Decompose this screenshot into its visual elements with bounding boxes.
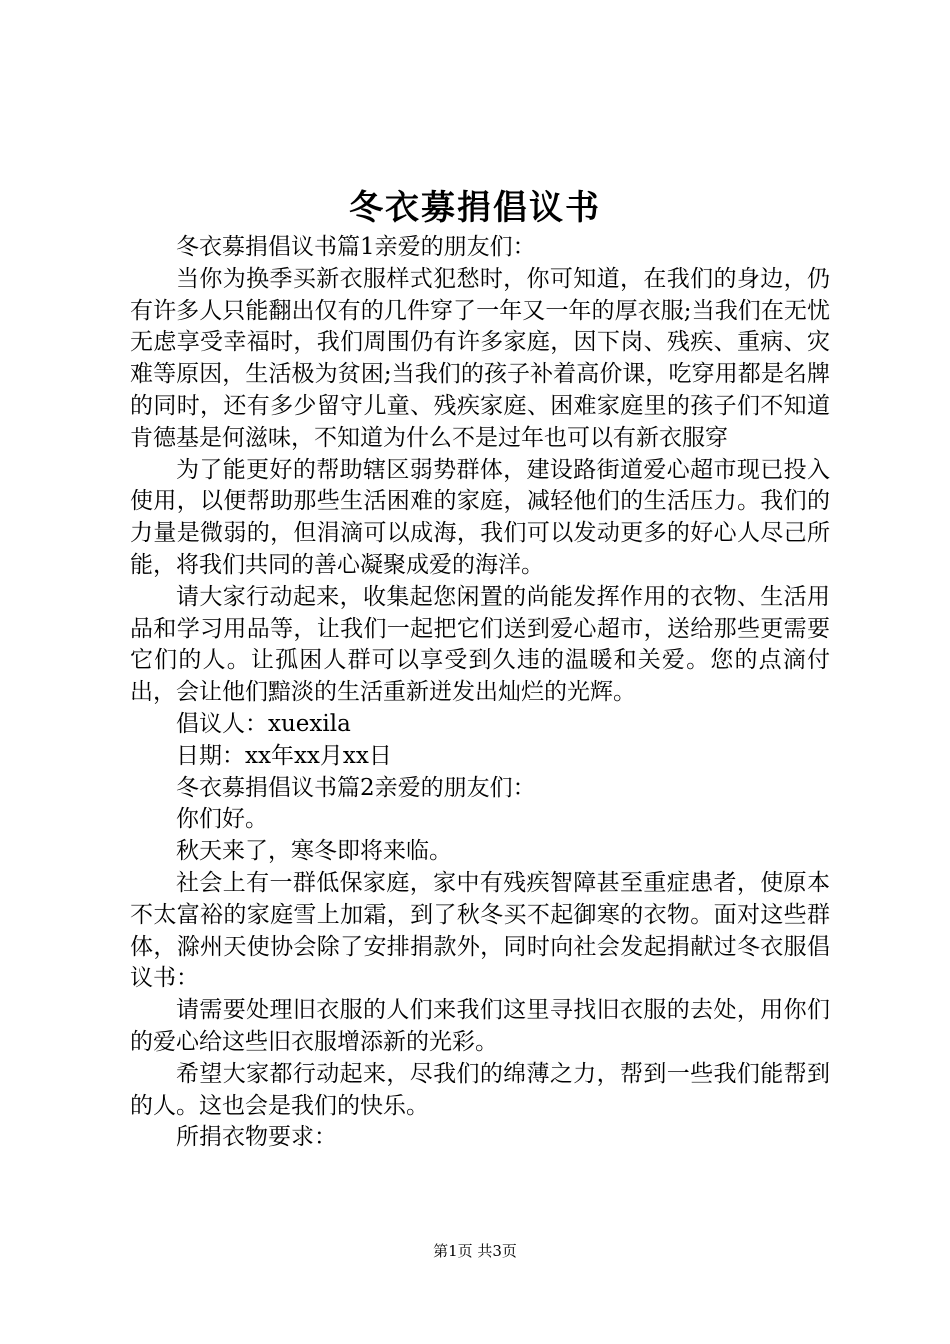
page-footer: 第1页 共3页 [433,1242,517,1260]
paragraph: 所捐衣物要求： [176,1124,337,1151]
paragraph: 倡议人：xuexila [176,710,351,737]
paragraph: 希望大家都行动起来，尽我们的绵薄之力，帮到一些我们能帮到的人。这也会是我们的快乐。 [130,1060,830,1119]
paragraph: 请需要处理旧衣服的人们来我们这里寻找旧衣服的去处，用你们的爱心给这些旧衣服增添新的光彩。 [130,997,830,1055]
paragraph: 请大家行动起来，收集起您闲置的尚能发挥作用的衣物、生活用品和学习用品等，让我们一起把它们送到爱心超市，送给那些更需要它们的人。让孤困人群可以享受到久违的温暖和关爱。您的点滴付出，会让他们黯淡的生活重新迸发出灿烂的光辉。 [130,583,830,706]
paragraph: 日期：xx年xx月xx日 [176,742,392,769]
paragraph: 冬衣募捐倡议书篇2亲爱的朋友们： [176,774,536,801]
document-title: 冬衣募捐倡议书 [349,188,601,228]
paragraph: 当你为换季买新衣服样式犯愁时，你可知道，在我们的身边，仍有许多人只能翻出仅有的几件穿了一年又一年的厚衣服;当我们在无忧无虑享受幸福时，我们周围仍有许多家庭，因下岗、残疾、重病、灾难等原因，生活极为贫困;当我们的孩子补着高价课，吃穿用都是名牌的同时，还有多少留守儿童、残疾家庭、困难家庭里的孩子们不知道肯德基是何滋味，不知道为什么不是过年也可以有新衣服穿 [130,265,830,451]
paragraph: 为了能更好的帮助辖区弱势群体，建设路街道爱心超市现已投入使用，以便帮助那些生活困难的家庭，减轻他们的生活压力。我们的力量是微弱的，但涓滴可以成海，我们可以发动更多的好心人尽己所能，将我们共同的善心凝聚成爱的海洋。 [130,456,830,578]
paragraph: 你们好。 [176,806,268,833]
paragraph: 社会上有一群低保家庭，家中有残疾智障甚至重症患者，使原本不太富裕的家庭雪上加霜，到了秋冬买不起御寒的衣物。面对这些群体，滁州天使协会除了安排捐款外，同时向社会发起捐献过冬衣服倡议书： [130,869,830,992]
document-body [130,232,830,1154]
paragraph: 冬衣募捐倡议书篇1亲爱的朋友们： [176,234,536,260]
paragraph: 秋天来了，寒冬即将来临。 [176,838,452,865]
